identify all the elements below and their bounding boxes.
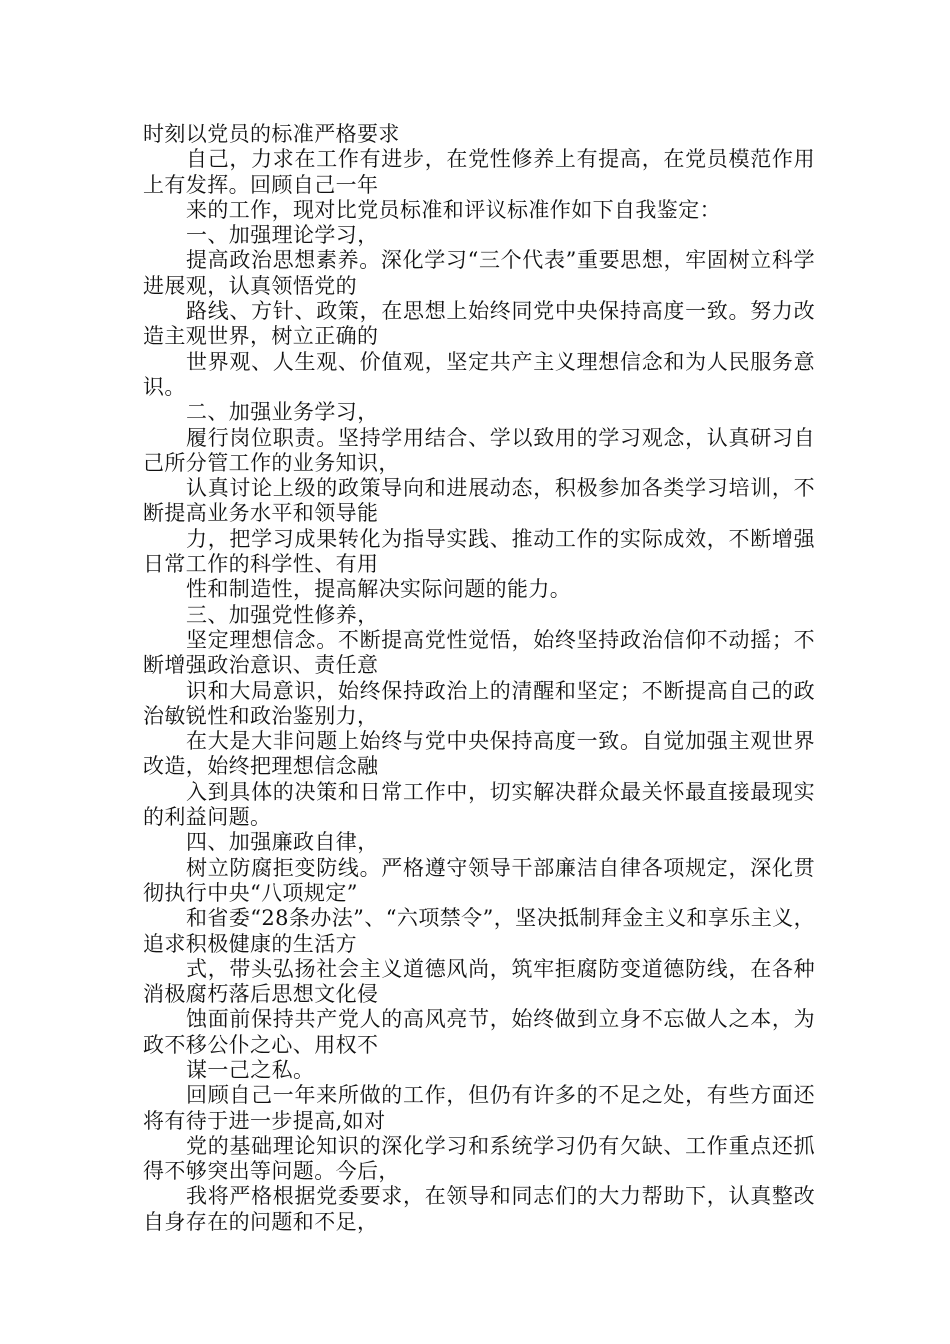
paragraph: 自己，力求在工作有进步，在党性修养上有提高，在党员模范作用上有发挥。回顾自己一年 (143, 147, 815, 197)
paragraph: 履行岗位职责。坚持学用结合、学以致用的学习观念，认真研习自己所分管工作的业务知识， (143, 425, 815, 475)
section-heading: 三、加强党性修养， (186, 602, 379, 627)
paragraph: 树立防腐拒变防线。严格遵守领导干部廉洁自律各项规定，深化贯彻执行中央“八项规定” (143, 855, 815, 905)
paragraph: 和省委“28条办法”、“六项禁令”，坚决抵制拜金主义和享乐主义，追求积极健康的生活方 (143, 906, 815, 956)
paragraph: 党的基础理论知识的深化学习和系统学习仍有欠缺、工作重点还抓得不够突出等问题。今后， (143, 1133, 815, 1184)
paragraph: 路线、方针、政策，在思想上始终同党中央保持高度一致。努力改造主观世界，树立正确的 (143, 299, 815, 349)
paragraph: 回顾自己一年来所做的工作，但仍有许多的不足之处，有些方面还将有待于进一步提高,如对 (143, 1083, 815, 1133)
section-heading: 四、加强廉政自律， (186, 830, 379, 855)
paragraph: 来的工作，现对比党员标准和评议标准作如下自我鉴定： (186, 197, 721, 222)
paragraph: 时刻以党员的标准严格要求 (143, 122, 400, 146)
paragraph: 力，把学习成果转化为指导实践、推动工作的实际成效，不断增强日常工作的科学性、有用 (143, 526, 815, 577)
paragraph: 世界观、人生观、价值观，坚定共产主义理想信念和为人民服务意识。 (143, 349, 815, 399)
paragraph: 提高政治思想素养。深化学习“三个代表”重要思想，牢固树立科学进展观，认真领悟党的 (143, 248, 815, 298)
paragraph: 式，带头弘扬社会主义道德风尚，筑牢拒腐防变道德防线，在各种消极腐朽落后思想文化侵 (143, 956, 815, 1007)
paragraph: 识和大局意识，始终保持政治上的清醒和坚定；不断提高自己的政治敏锐性和政治鉴别力， (143, 678, 815, 728)
paragraph: 认真讨论上级的政策导向和进展动态，积极参加各类学习培训，不断提高业务水平和领导能 (143, 476, 815, 526)
paragraph: 坚定理想信念。不断提高党性觉悟，始终坚持政治信仰不动摇；不断增强政治意识、责任意 (143, 627, 815, 678)
paragraph: 性和制造性，提高解决实际问题的能力。 (186, 577, 572, 602)
section-heading: 二、加强业务学习， (186, 400, 379, 425)
paragraph: 我将严格根据党委要求，在领导和同志们的大力帮助下，认真整改自身存在的问题和不足， (143, 1184, 815, 1234)
section-heading: 一、加强理论学习， (186, 223, 379, 248)
document-body (143, 122, 815, 1235)
paragraph: 在大是大非问题上始终与党中央保持高度一致。自觉加强主观世界改造，始终把理想信念融 (143, 729, 815, 779)
paragraph: 入到具体的决策和日常工作中，切实解决群众最关怀最直接最现实的利益问题。 (143, 779, 815, 830)
paragraph: 蚀面前保持共产党人的高风亮节，始终做到立身不忘做人之本，为政不移公仆之心、用权不 (143, 1007, 815, 1057)
paragraph: 谋一己之私。 (186, 1057, 315, 1082)
